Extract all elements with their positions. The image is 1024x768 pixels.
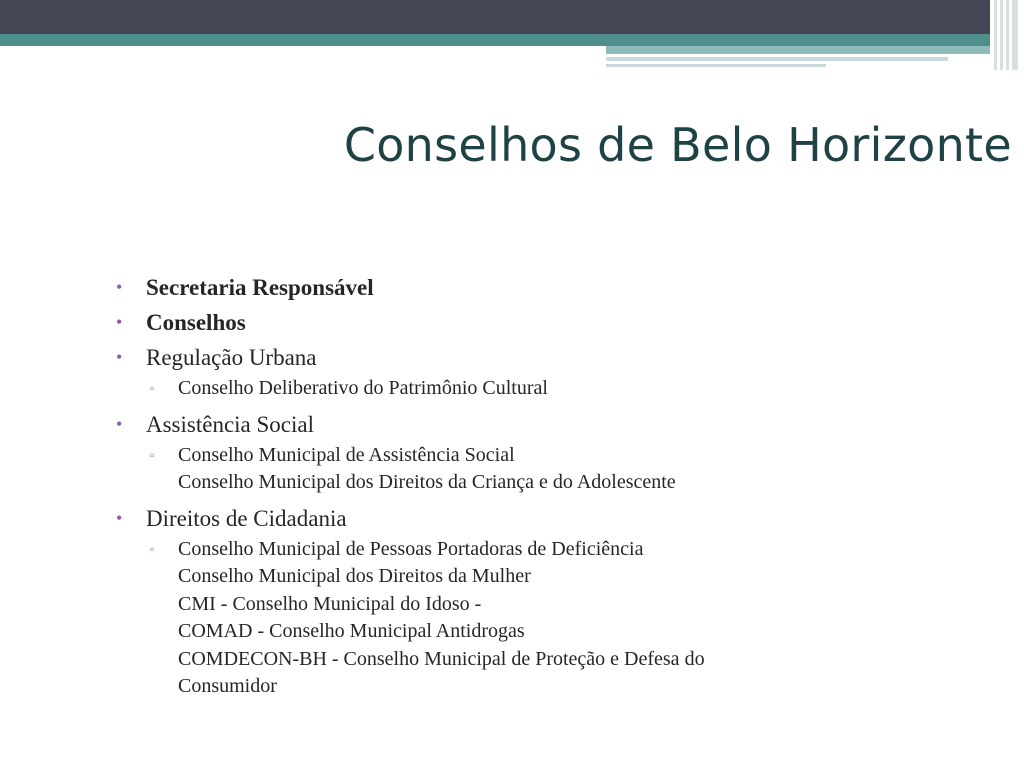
bullet-label: Direitos de Cidadania	[146, 505, 347, 531]
sub-bullet-line: COMDECON-BH - Conselho Municipal de Proteção e Defesa do	[178, 647, 705, 670]
header-band-light	[606, 57, 948, 61]
bullet-item	[110, 501, 990, 536]
sub-bullet-line: CMI - Conselho Municipal do Idoso -	[178, 592, 482, 615]
sub-bullet-item	[110, 442, 990, 497]
slide-title: Conselhos de Belo Horizonte	[343, 118, 1012, 172]
bullet-dot-icon: •	[116, 507, 123, 528]
header-band-light-short	[606, 64, 826, 67]
bullet-label: Secretaria Responsável	[146, 275, 374, 300]
sub-bullet-line: Conselho Municipal de Assistência Social	[178, 443, 515, 466]
bullet-item	[110, 407, 990, 442]
sub-bullet-line: Conselho Municipal de Pessoas Portadoras de Deficiência	[178, 537, 644, 560]
bullet-dot-icon: •	[116, 312, 123, 332]
sub-bullet-line: COMAD - Conselho Municipal Antidrogas	[178, 620, 525, 642]
bullet-dot-icon: •	[116, 277, 123, 297]
bullet-label: Assistência Social	[146, 411, 314, 437]
square-bullet-icon: ▫	[150, 381, 155, 395]
header-band-dark	[0, 0, 1024, 34]
header-band-teal-accent	[606, 46, 1024, 54]
header-stripes	[990, 0, 1024, 70]
slide-content	[110, 270, 990, 705]
bullet-label: Conselhos	[146, 310, 246, 335]
bullet-dot-icon: •	[116, 413, 123, 434]
sub-bullet-line: Consumidor	[178, 675, 277, 697]
bullet-list	[110, 270, 990, 701]
header-band-teal	[0, 34, 1024, 46]
bullet-item	[110, 340, 990, 375]
sub-bullet-line: Conselho Deliberativo do Patrimônio Cultural	[178, 377, 548, 399]
bullet-label: Regulação Urbana	[146, 345, 317, 370]
sub-bullet-line: Conselho Municipal dos Direitos da Criança e do Adolescente	[178, 471, 676, 493]
sub-bullet-item	[110, 536, 990, 701]
bullet-item	[110, 305, 990, 340]
bullet-item	[110, 270, 990, 305]
sub-bullet-item	[110, 375, 990, 403]
bullet-dot-icon: •	[116, 347, 123, 367]
square-bullet-icon: ▫	[150, 541, 155, 556]
sub-bullet-line: Conselho Municipal dos Direitos da Mulher	[178, 565, 531, 587]
square-bullet-icon: ▫	[150, 447, 155, 462]
